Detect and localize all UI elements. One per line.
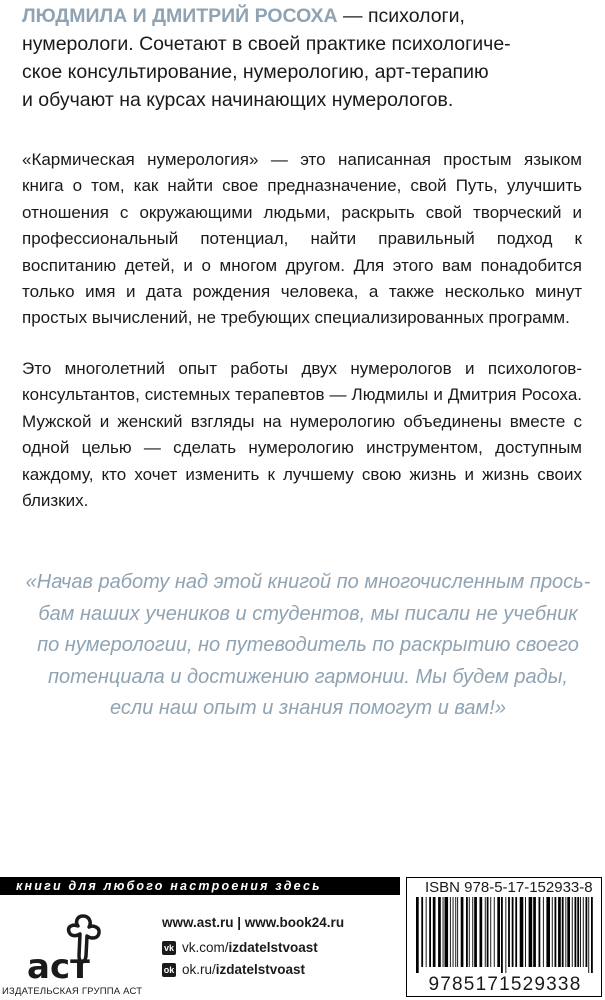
- barcode-bar: [501, 897, 503, 973]
- vk-link-handle: izdatelstvoast: [228, 940, 318, 955]
- barcode-bar: [494, 897, 495, 967]
- ok-link-text: [182, 962, 305, 977]
- barcode-bar: [453, 897, 454, 967]
- ast-logo-text: аст: [27, 947, 90, 986]
- barcode-bar: [416, 897, 419, 973]
- description-paragraph-1: «Кармическая нумерология» — это написанная простым языком книга о том, как найти свое предназначение, свой Путь, улучшить отношения с окружающими людьми, раскрыть свой творческий и профессиональный потенциал, найти правильный подход к воспитанию детей, и о многом другом. Для этого вам понадобится только имя и дата рождения человека, а также несколько минут простых вычислений, не требующих специализированных программ.: [22, 150, 582, 328]
- barcode-bar: [485, 897, 486, 967]
- barcode-bar: [583, 897, 584, 967]
- isbn-box: [406, 877, 602, 997]
- barcode-bar: [533, 897, 536, 967]
- barcode-bar: [443, 897, 444, 967]
- barcode-bar: [490, 897, 491, 967]
- barcode-bar: [457, 897, 458, 967]
- barcode-bar: [567, 897, 570, 967]
- barcode-bar: [433, 897, 436, 967]
- barcode-bar: [580, 897, 581, 967]
- barcode-bar: [529, 897, 533, 967]
- vk-icon: vk: [163, 942, 174, 953]
- author-bio-text: — психологи,: [337, 5, 465, 27]
- barcode-bar: [588, 897, 589, 973]
- barcode-bar: [525, 897, 526, 967]
- author-names: ЛЮДМИЛА И ДМИТРИЙ РОСОХА: [22, 5, 338, 27]
- barcode: [410, 897, 598, 973]
- barcode-bar: [505, 897, 506, 973]
- barcode-bar: [455, 897, 456, 967]
- quote-line: по нумерологии, но путеводитель по раскрытию своего: [37, 634, 579, 656]
- barcode-bar: [591, 897, 593, 973]
- author-bio-line-4: и обучают на курсах начинающих нумерологов.: [22, 89, 454, 111]
- barcode-bar: [474, 897, 477, 967]
- barcode-bar: [555, 897, 557, 967]
- barcode-bar: [572, 897, 573, 967]
- author-bio-line-2: нумерологи. Сочетают в своей практике психологиче-: [22, 33, 511, 55]
- barcode-bar: [438, 897, 441, 967]
- publisher-websites[interactable]: www.ast.ru | www.book24.ru: [162, 915, 345, 930]
- barcode-bar: [562, 897, 564, 967]
- barcode-bar: [515, 897, 517, 967]
- barcode-bar: [586, 897, 588, 967]
- ast-logo: [25, 912, 109, 986]
- author-bio-line-1: [22, 2, 582, 30]
- barcode-bar: [429, 897, 431, 967]
- barcode-bar: [577, 897, 579, 967]
- barcode-bar: [552, 897, 553, 967]
- barcode-bar: [565, 897, 566, 967]
- vk-link-text: [182, 940, 318, 955]
- barcode-bar: [543, 897, 544, 967]
- quote-line: если наш опыт и знания помогут и вам!»: [110, 697, 506, 719]
- author-bio-line-3: ское консультирование, нумерологию, арт-терапию: [22, 61, 489, 83]
- barcode-bar: [421, 897, 423, 967]
- quote-line: бам наших учеников и студентов, мы писали не учебник: [38, 602, 578, 625]
- authors-quote: [22, 567, 594, 725]
- barcode-bar: [497, 897, 500, 967]
- barcode-bar: [472, 897, 473, 967]
- quote-line: потенциала и достижению гармонии. Мы будем рады,: [48, 665, 568, 688]
- barcode-bar: [520, 897, 524, 967]
- barcode-bar: [461, 897, 464, 967]
- barcode-bar: [450, 897, 451, 967]
- isbn-label: ISBN 978-5-17-152933-8: [425, 879, 593, 896]
- ok-link-prefix: ok.ru/: [182, 962, 216, 977]
- barcode-bar: [512, 897, 514, 967]
- barcode-bar: [558, 897, 561, 967]
- author-bio: [22, 2, 582, 114]
- barcode-bar: [445, 897, 449, 967]
- barcode-bar: [466, 897, 468, 967]
- barcode-bar: [539, 897, 541, 967]
- barcode-bar: [480, 897, 483, 967]
- barcode-bar: [508, 897, 510, 967]
- vk-link[interactable]: [162, 940, 318, 955]
- barcode-bar: [487, 897, 489, 967]
- barcode-bar: [469, 897, 470, 967]
- tagline-banner: книги для любого настроения здесь: [0, 877, 400, 895]
- ean-number: 9785171529338: [428, 974, 582, 995]
- quote-line: «Начав работу над этой книгой по многочисленным прось-: [25, 571, 591, 593]
- ok-link[interactable]: [162, 962, 305, 977]
- description-paragraph-2: Это многолетний опыт работы двух нумерологов и психологов-консультантов, системных терапевтов — Людмилы и Дмитрия Росоха. Мужской и женский взгляды на нумерологию объединены вместе с одной целью — сделать нумерологию инструментом, доступным каждому, кто хочет изменить к лучшему свою жизнь и жизнь своих близких.: [22, 359, 582, 511]
- ok-link-handle: izdatelstvoast: [215, 962, 306, 977]
- ok-icon: ok: [163, 964, 175, 975]
- barcode-bar: [575, 897, 577, 967]
- barcode-bar: [546, 897, 550, 967]
- vk-link-prefix: vk.com/: [182, 940, 229, 955]
- barcode-bar: [426, 897, 427, 967]
- publisher-name: ИЗДАТЕЛЬСКАЯ ГРУППА АСТ: [2, 986, 143, 997]
